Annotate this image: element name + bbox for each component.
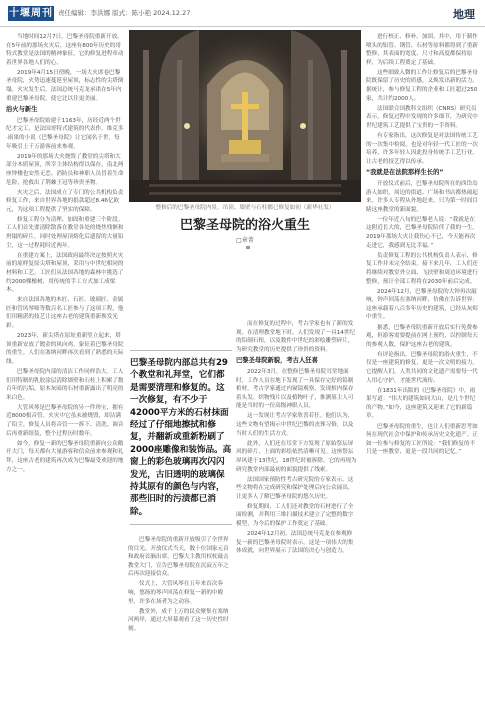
paragraph: 巴黎圣母院的重新开放吸引了全世界的目光。开放仪式当天，数十位国家元首和政府首脑出席，巴黎大主教用权杖敲击教堂大门，宣告巴黎圣母院在沉寂五年之后再次迎接信众。 [128,537,229,578]
paragraph: 2023年，新尖塔在原址重新竖立起来，塔顶重新安放了镀金的风向鸡，象征着巴黎圣母院的重生。人们在塞纳河畔再次看到了熟悉的天际线。 [6,333,124,365]
page-header [0,0,485,27]
article-column-1 [6,33,124,697]
paragraph: 2024年12月，巴黎圣母院的大钟再次敲响，钟声回荡在塞纳河畔，仿佛在告诉世界：这座承载着八百多年历史的建筑，已经从灰烬中重生。 [366,288,478,321]
article-column-2 [236,320,357,697]
paragraph: 巴黎圣母院的重生，也让人们重新思考如何在现代社会中保护和传承历史文化遗产。正如一位参与修复的工匠所说：“我们修复的不只是一座教堂，更是一段共同的记忆。” [366,423,478,456]
paragraph: 此外，人们还在耳堂下方发现了原始祭坛屏风的碎片，上面的彩绘依然清晰可见。这座祭坛屏风建于13世纪，18世纪时被拆除，它的再现为研究教堂内部最初的面貌提供了线索。 [236,440,357,473]
photo-caption: 整修后的巴黎圣母院内景，吊顶、墙壁与石柱都已修复如初（新华社发） [155,205,335,211]
paragraph: 这些细致入微的工作让修复后的巴黎圣母院既保留了历史的质感，又焕发出新的活力。据统计，参与修复工程的企业和工匠超过250家，共计约2000人。 [366,69,478,102]
paragraph: 仪式上，大管风琴在五年来首次奏响，悠扬的琴声回荡在修复一新的中殿里，许多在场者为之动容。 [128,581,224,605]
paragraph: 据悉，巴黎圣母院重新开放后实行免费参观，但游客需要提前在网上预约，以控制每天的参观人数，保护这座古老的建筑。 [366,324,478,348]
paragraph: 有评论指出，巴黎圣母院的浴火重生，不仅是一座建筑的修复，更是一次文明的接力。它提醒人们，人类共同的文化遗产需要每一代人用心守护，才能世代流传。 [366,351,478,384]
editor-credits: 责任编辑：李洪娜 版式：陈小艳 2024.12.27 [58,9,191,17]
paragraph: 进行校正、修补、加固。其中，用于制作喷头的铝管、钢管、石材等原料都得到了重新整修，其表面的宽度、尺寸和高度都保持原样，为后续工程奠定了基础。 [366,34,478,66]
paragraph: 法国联合国教科文组织（CNRS）研究员表示，修复过程中发现的许多细节，为研究中世纪建筑工艺提供了宝贵的一手资料。 [366,105,478,129]
paragraph: 来自法国各地的木匠、石匠、玻璃匠、金属匠和管风琴师等数百名工匠参与了这项工程，他们用精湛的技艺让这座古老的建筑重新焕发光彩。 [6,297,124,329]
paragraph: 有专家指出，这次修复是对法国传统工艺的一次集中检阅，也是对年轻一代工匠的一次培养。许多年轻人因此投身传统手工艺行业，让古老的技艺得以传承。 [366,133,478,165]
masthead: 十堰周刊 [9,8,53,19]
subheading: 浴火与新生 [6,106,38,114]
pull-quote: 巴黎圣母院内部总共有29个教堂和礼拜堂，它们都是需要清理和修复的。这一次修复，有不少于42000平方米的石材抹面经过了仔细地擦拭和修复，并翻新或重新粉刷了2000座雕像和装饰品。高窗上的彩色玻璃再次闪闪发光，古旧透明的玻璃保持其原有的颜色与内容，那些旧时的污渍都已消除。 [130,350,232,525]
paragraph: 一位年近八旬的巴黎老人说：“我就是在这附近长大的，巴黎圣母院陪伴了我的一生。2019年那场大火让我伤心不已，今天能再次走进它，我感到无比幸福。” [366,216,478,249]
paragraph: 大管风琴是巴黎圣母院的另一件珍宝，拥有近8000根音管。火灾中它虽未被烧毁，却沾满了铅尘。修复人员将音管一一拆下、清洗、调音后再重新组装，整个过程历时数年。 [6,404,124,437]
paragraph: 教堂外，成千上万的民众聚集在塞纳河两岸，通过大屏幕观看了这一历史性时刻。 [128,608,229,632]
paragraph: 开放仪式前后，巴黎圣母院所在的西岱岛游人如织，周边的街道、广场和书店都热闹起来。许多人专程从外地赶来，只为第一时间目睹这座教堂的新面貌。 [366,181,478,213]
paragraph: 修复工程分为清理、加固和重建三个阶段。工人们首先要清除散落在教堂各处的烧焦残骸和坍塌的碎片，同时处理屋顶熔化后遗留的大量铅尘，这一过程耗时近两年。 [6,216,124,249]
paragraph: 这一发现让考古学家欣喜若狂。他们认为，这些文物有望揭示中世纪巴黎的丧葬习俗，以及当时人们的生活方式。 [236,413,354,437]
paragraph: 法国国家预防性考古研究院的专家表示，这些文物将在完成研究和保护处理后向公众展出，让更多人了解巴黎圣母院的悠久历史。 [236,476,354,500]
paragraph: 当地时间12月7日，巴黎圣母院重新开放。在5年前的那场火灾后，这座有800年历史的哥特式教堂是法国的精神象征，它的修复进程牵动着世界各地人们的心。 [6,34,124,66]
paragraph: 在重建方案上，法国政府最终决定按照火灾前的原样复原尖塔和屋顶，采用与中世纪相同的材料和工艺。工匠们从法国各地的森林中挑选了约2000棵橡树，用传统的手工方式加工成梁木。 [6,252,124,294]
paragraph: 负责修复工程的公共机构负责人表示，修复工作并未完全结束。接下来几年，工人们还将继续对教堂外立面、飞扶壁和周边环境进行整修，预计全部工程将在2030年前后完成。 [366,252,478,285]
paragraph: 而在修复的过程中，考古学家也有了新的发现。在清理教堂地下时，人们发现了一具14世纪的铅制石棺，以及数件中世纪的彩绘雕塑碎片，为研究教堂的历史提供了珍贵的资料。 [236,321,355,353]
paragraph: 2019年4月15日傍晚，一场大火席卷巴黎圣母院，火势迅速蔓延至屋顶，标志性的尖塔倒塌。火灾发生后，法国总统马克龙承诺在5年内重建巴黎圣母院，使它比以往更美丽。 [6,69,124,102]
cathedral-interior-photo [129,30,361,202]
paragraph: 巴黎圣母院始建于1163年，历经近两个世纪才完工，是法国哥特式建筑的代表作。维克多·雨果的小说《巴黎圣母院》让它闻名于世，每年吸引上千万游客前来参观。 [6,117,124,150]
paragraph: 2019年的那场大火烧毁了教堂的尖塔和大部分木质屋顶，所幸主体结构得以保存，南北两座钟楼也安然无恙。消防员和神职人员冒着生命危险，抢救出了荆棘王冠等珍贵圣物。 [6,153,124,186]
subheading: “我就是在法院那样生长的” [366,169,444,177]
section-title: 地理 [453,8,475,21]
paragraph: 2022年3月，在整修巴黎圣母院耳堂地面时，工作人员在地下发现了一具保存完好的铅制棺材。考古学家通过内窥镜观察，发现棺内保存着头发、织物残片以及植物叶子，推测墓主人可能是当时的一位高级神职人员。 [236,368,354,410]
paragraph: 2024年12月初，法国总统马克龙在参观修复一新的巴黎圣母院时表示，这是一项伟大的集体成就，向世界展示了法国的决心与创造力。 [236,531,354,555]
title-divider [246,246,250,249]
cathedral-illustration [129,30,361,202]
article-column-3 [366,33,480,697]
article-title: 巴黎圣母院的浴火重生 [179,218,310,233]
paragraph: 火灾之后，法国成立了专门的公共机构负责修复工作，来自世界各地的捐款超过8.46亿欧元，为这项工程提供了坚实的保障。 [6,189,124,213]
paragraph: 修复期间，工人们还对教堂的石材进行了全面检测，并利用三维扫描技术建立了完整的数字模型，为今后的保护工作奠定了基础。 [236,503,354,528]
paragraph: 在1831年出版的《巴黎圣母院》中，雨果写道：“伟大的建筑如同大山，是几个世纪的产物。”如今，这座建筑又迎来了它的新篇章。 [366,387,476,420]
paragraph: 巴黎圣母院内部的清洁工作同样浩大。工人们用特制的乳胶涂层清除墙壁和石柱上积累了数百年的污垢，原本灰暗的石材重新露出了明亮的米白色。 [6,368,124,401]
paragraph: 如今，修复一新的巴黎圣母院重新向公众敞开大门，每天都有大量游客和信众前来参观和礼拜，这座古老的建筑再次成为巴黎最受欢迎的地方之一。 [6,440,124,473]
article-byline: □章菁 [236,237,254,244]
subheading: 巴黎圣母院新貌，考古人狂喜 [236,357,318,365]
article-column-2-lower [128,536,232,697]
